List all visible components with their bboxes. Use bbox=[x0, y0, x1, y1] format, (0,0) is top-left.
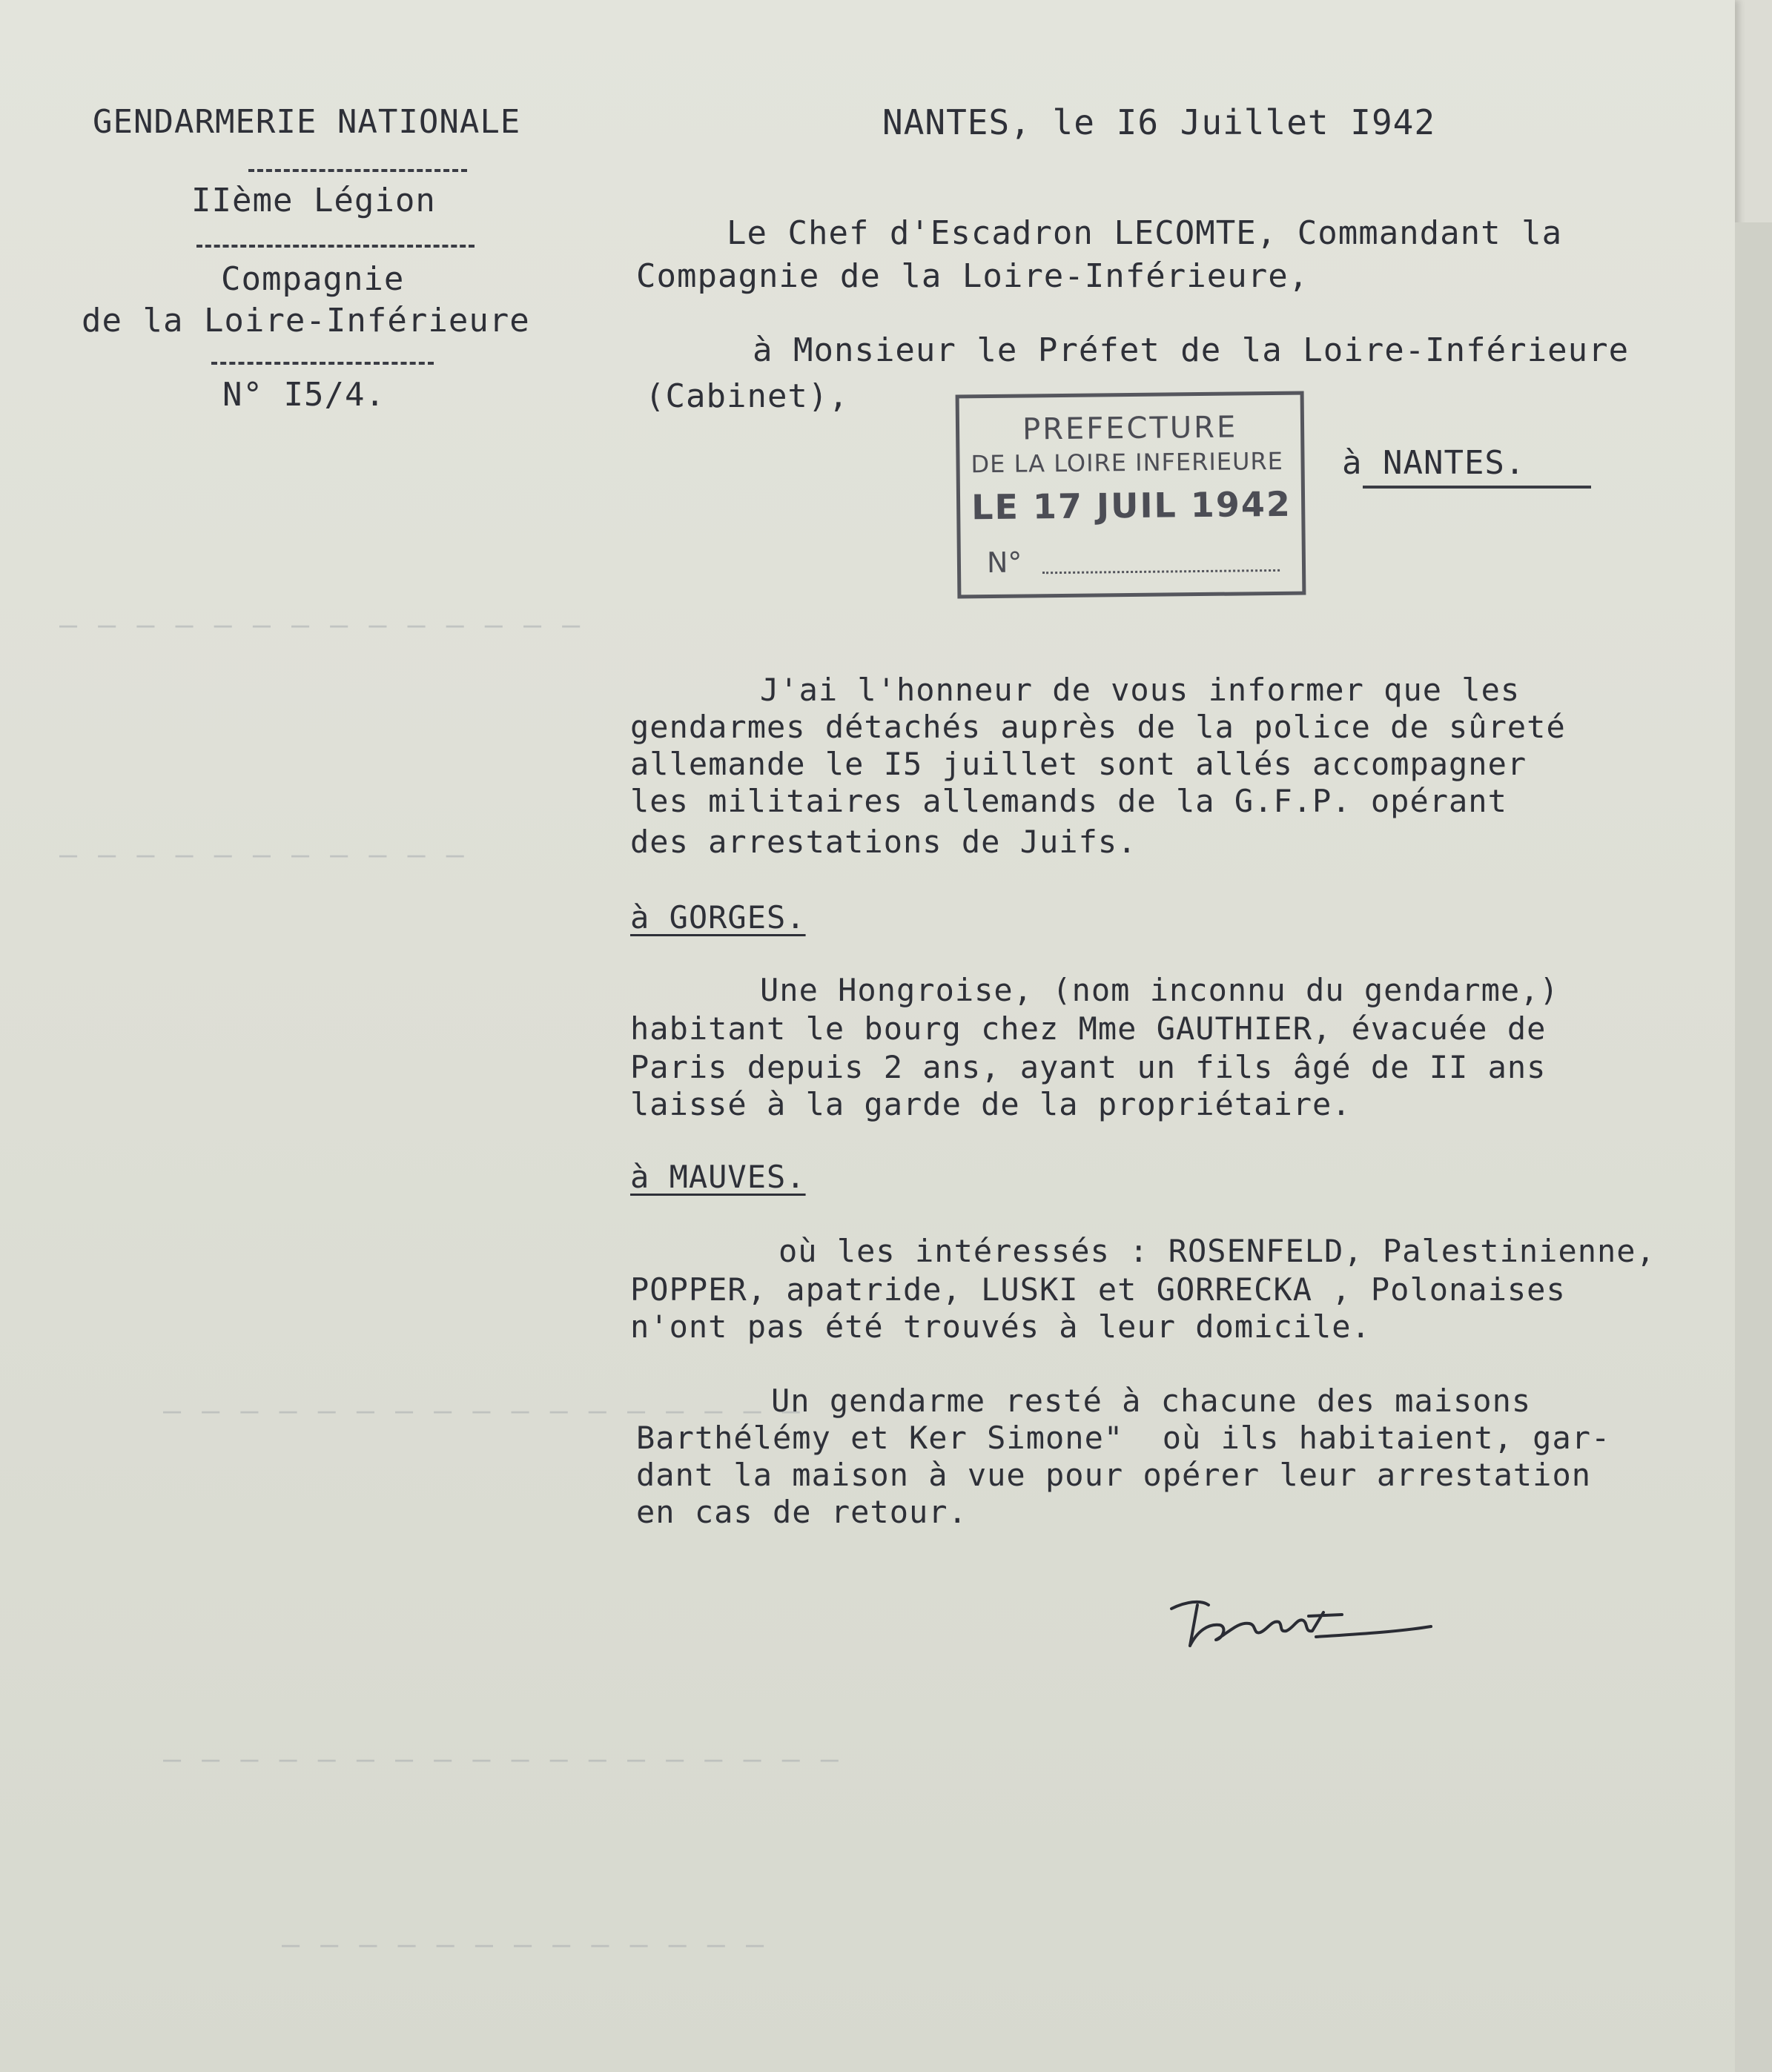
body-line: dant la maison à vue pour opérer leur arrestation bbox=[636, 1457, 1592, 1493]
bleed-through-text: ‒ ‒ ‒ ‒ ‒ ‒ ‒ ‒ ‒ ‒ ‒ bbox=[59, 838, 466, 872]
sender-line-2: Compagnie de la Loire-Inférieure, bbox=[636, 257, 1309, 295]
body-line: laissé à la garde de la propriétaire. bbox=[630, 1086, 1352, 1122]
handwritten-signature bbox=[1157, 1579, 1438, 1661]
body-line: Barthélémy et Ker Simone" où ils habitaient, gar- bbox=[636, 1420, 1611, 1456]
body-line: Un gendarme resté à chacune des maisons bbox=[771, 1383, 1532, 1419]
section-heading-gorges: à GORGES. bbox=[630, 899, 806, 936]
bleed-through-text: ‒ ‒ ‒ ‒ ‒ ‒ ‒ ‒ ‒ ‒ ‒ ‒ ‒ ‒ ‒ ‒ ‒ bbox=[163, 1394, 801, 1428]
body-line: POPPER, apatride, LUSKI et GORRECKA , Polonaises bbox=[630, 1271, 1566, 1308]
reference-number: N° I5/4. bbox=[222, 376, 386, 414]
org-name: GENDARMERIE NATIONALE bbox=[93, 103, 521, 141]
org-company-region: de la Loire-Inférieure bbox=[82, 302, 530, 340]
body-line: Paris depuis 2 ans, ayant un fils âgé de II ans bbox=[630, 1049, 1547, 1085]
stamp-number-label: N° bbox=[986, 546, 1022, 580]
bleed-through-text: ‒ ‒ ‒ ‒ ‒ ‒ ‒ ‒ ‒ ‒ ‒ ‒ ‒ bbox=[282, 1927, 766, 1962]
stamp-date: LE 17 JUIL 1942 bbox=[971, 483, 1292, 528]
org-legion: IIème Légion bbox=[191, 182, 436, 219]
divider bbox=[211, 362, 434, 365]
recipient-city: à NANTES. bbox=[1342, 444, 1526, 482]
bleed-through-text: ‒ ‒ ‒ ‒ ‒ ‒ ‒ ‒ ‒ ‒ ‒ ‒ ‒ ‒ bbox=[59, 608, 582, 642]
body-line: n'ont pas été trouvés à leur domicile. bbox=[630, 1308, 1371, 1345]
city-underline bbox=[1363, 486, 1591, 489]
reception-stamp bbox=[956, 391, 1306, 599]
stamp-number-line bbox=[1042, 569, 1280, 574]
org-company: Compagnie bbox=[221, 260, 405, 298]
body-line: J'ai l'honneur de vous informer que les bbox=[760, 672, 1521, 708]
divider bbox=[248, 169, 467, 172]
body-line: en cas de retour. bbox=[636, 1494, 968, 1530]
body-line: où les intéressés : ROSENFELD, Palestinienne, bbox=[778, 1233, 1656, 1269]
bleed-through-text: ‒ ‒ ‒ ‒ ‒ ‒ ‒ ‒ ‒ ‒ ‒ ‒ ‒ ‒ ‒ ‒ ‒ ‒ bbox=[163, 1742, 840, 1776]
recipient-line-2: (Cabinet), bbox=[645, 377, 849, 415]
stamp-line-2: DE LA LOIRE INFERIEURE bbox=[971, 446, 1284, 479]
body-line: habitant le bourg chez Mme GAUTHIER, évacuée de bbox=[630, 1010, 1547, 1047]
recipient-line-1: à Monsieur le Préfet de la Loire-Inférieure bbox=[753, 331, 1630, 369]
body-line: gendarmes détachés auprès de la police de sûreté bbox=[630, 709, 1566, 745]
stamp-line-1: PREFECTURE bbox=[1022, 410, 1238, 447]
sender-line-1: Le Chef d'Escadron LECOMTE, Commandant la bbox=[727, 214, 1563, 252]
underlying-sheet-edge bbox=[1735, 222, 1772, 2072]
section-heading-mauves: à MAUVES. bbox=[630, 1159, 806, 1195]
body-line: des arrestations de Juifs. bbox=[630, 824, 1137, 860]
place-date: NANTES, le I6 Juillet I942 bbox=[882, 102, 1436, 142]
body-line: Une Hongroise, (nom inconnu du gendarme,) bbox=[760, 972, 1559, 1008]
divider bbox=[196, 245, 475, 248]
body-line: allemande le I5 juillet sont allés accompagner bbox=[630, 746, 1527, 782]
body-line: les militaires allemands de la G.F.P. opérant bbox=[630, 783, 1507, 819]
